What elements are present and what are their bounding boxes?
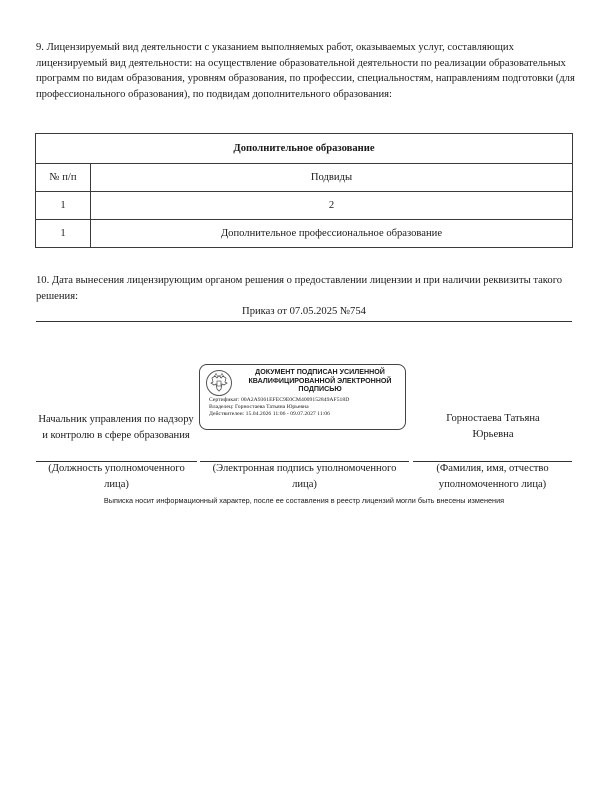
table-heading: Дополнительное образование — [36, 134, 573, 164]
col-header-number: № п/п — [36, 164, 91, 192]
table-row — [36, 192, 573, 220]
stamp-certificate: Сертификат: 00A2A9361EFEC9E0CM4009152849AF518D — [209, 397, 350, 403]
position-caption: (Должность уполномоченного лица) — [48, 463, 185, 490]
stamp-title: ДОКУМЕНТ ПОДПИСАН УСИЛЕННОЙ КВАЛИФИЦИРОВАННОЙ ЭЛЕКТРОННОЙ ПОДПИСЬЮ — [248, 368, 392, 394]
stamp-validity: Действителен: 15.04.2026 11:06 - 09.07.2027 11:06 — [209, 411, 330, 417]
table-cell: 1 — [36, 220, 91, 248]
order-reference: Приказ от 07.05.2025 №754 — [242, 306, 366, 317]
order-underline — [36, 321, 572, 322]
footer-note: Выписка носит информационный характер, после ее составления в реестр лицензий могли быть внесены изменения — [103, 496, 505, 505]
table-heading-row — [36, 134, 573, 164]
electronic-signature-stamp — [199, 364, 406, 430]
table-row — [36, 220, 573, 248]
coat-of-arms-icon — [205, 369, 233, 397]
signatory-position: Начальник управления по надзору и контролю в сфере образования — [38, 414, 194, 441]
name-caption: (Фамилия, имя, отчество уполномоченного лица) — [436, 463, 549, 490]
signature-caption: (Электронная подпись уполномоченного лица) — [212, 463, 397, 490]
col-header-subtypes: Подвиды — [91, 164, 573, 192]
section-10-text: 10. Дата вынесения лицензирующим органом решения о предоставлении лицензии и при наличии реквизиты такого решения: — [36, 275, 563, 302]
education-subtypes-table — [35, 133, 573, 248]
table-header-row — [36, 164, 573, 192]
table-cell: 2 — [91, 192, 573, 220]
table-cell: Дополнительное профессиональное образование — [91, 220, 573, 248]
table-cell: 1 — [36, 192, 91, 220]
section-9-text: 9. Лицензируемый вид деятельности с указанием выполняемых работ, оказываемых услуг, составляющих лицензируемый вид деятельности: на осуществление образовательной деятельности по реализации образовательных программ по видам образования, уровням образования, по профессии, специальностям, направлениям подготовки (для профессионального образования), по подвидам дополнительного образования: — [36, 42, 575, 100]
signatory-name: Горностаева Татьяна Юрьевна — [446, 413, 540, 440]
stamp-owner: Владелец: Горностаева Татьяна Юрьевна — [209, 404, 309, 410]
